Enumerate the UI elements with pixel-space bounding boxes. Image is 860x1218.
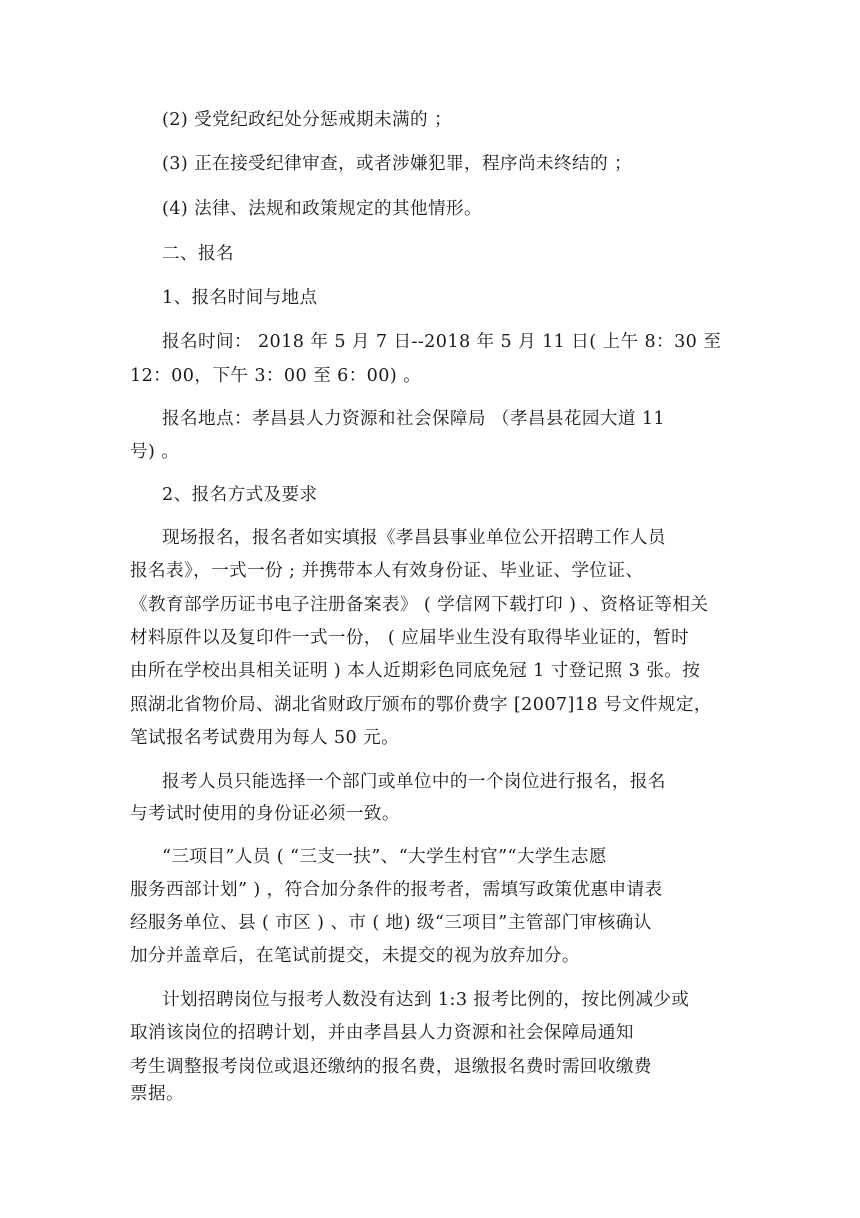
section-heading: 二、报名 — [162, 244, 234, 264]
text-line: 经服务单位、县 ( 市区 ) 、市 ( 地) 级“三项目”主管部门审核确认 — [130, 913, 652, 933]
text-line: 报名表》，一式一份 ; 并携带本人有效身份证、毕业证、学位证、 — [130, 561, 644, 581]
text-line: 号) 。 — [130, 442, 180, 462]
text-line: 服务西部计划” ) ，符合加分条件的报考者，需填写政策优惠申请表 — [130, 880, 663, 900]
text-line: 加分并盖章后，在笔试前提交，未提交的视为放弃加分。 — [130, 946, 580, 966]
text-line: 与考试时使用的身份证必须一致。 — [130, 804, 400, 824]
text-line: (3) 正在接受纪律审查，或者涉嫌犯罪，程序尚未终结的 ； — [162, 154, 632, 174]
text-line: 计划招聘岗位与报考人数没有达到 1:3 报考比例的，按比例减少或 — [162, 990, 690, 1010]
text-line: 报名地点：孝昌县人力资源和社会保障局 （孝昌县花园大道 11 — [162, 409, 666, 429]
text-line: 考生调整报考岗位或退还缴纳的报名费，退缴报名费时需回收缴费 — [130, 1057, 652, 1077]
text-line: (4) 法律、法规和政策规定的其他情形。 — [162, 199, 483, 219]
text-line: “三项目”人员 ( “三支一扶”、“大学生村官”“大学生志愿 — [162, 847, 607, 867]
subsection-heading: 2、报名方式及要求 — [162, 485, 318, 505]
text-line: 12：00，下午 3：00 至 6：00) 。 — [130, 366, 422, 386]
text-line: (2) 受党纪政纪处分惩戒期未满的 ； — [162, 110, 453, 130]
text-line: 现场报名，报名者如实填报《孝昌县事业单位公开招聘工作人员 — [162, 528, 666, 548]
text-line: 《教育部学历证书电子注册备案表》 ( 学信网下载打印 ) 、资格证等相关 — [130, 595, 709, 615]
text-line: 票据。 — [130, 1084, 184, 1104]
subsection-heading: 1、报名时间与地点 — [162, 288, 318, 308]
text-line: 材料原件以及复印件一式一份， ( 应届毕业生没有取得毕业证的，暂时 — [130, 628, 690, 648]
text-line: 照湖北省物价局、湖北省财政厅颁布的鄂价费字 [2007]18 号文件规定， — [130, 695, 712, 715]
text-line: 报考人员只能选择一个部门或单位中的一个岗位进行报名，报名 — [162, 772, 666, 792]
text-line: 笔试报名考试费用为每人 50 元。 — [130, 728, 400, 748]
text-line: 报名时间： 2018 年 5 月 7 日--2018 年 5 月 11 日( 上午 8：30 至 — [162, 332, 722, 352]
text-line: 取消该岗位的招聘计划，并由孝昌县人力资源和社会保障局通知 — [130, 1023, 634, 1043]
text-line: 由所在学校出具相关证明 ) 本人近期彩色同底免冠 1 寸登记照 3 张。按 — [130, 661, 701, 681]
